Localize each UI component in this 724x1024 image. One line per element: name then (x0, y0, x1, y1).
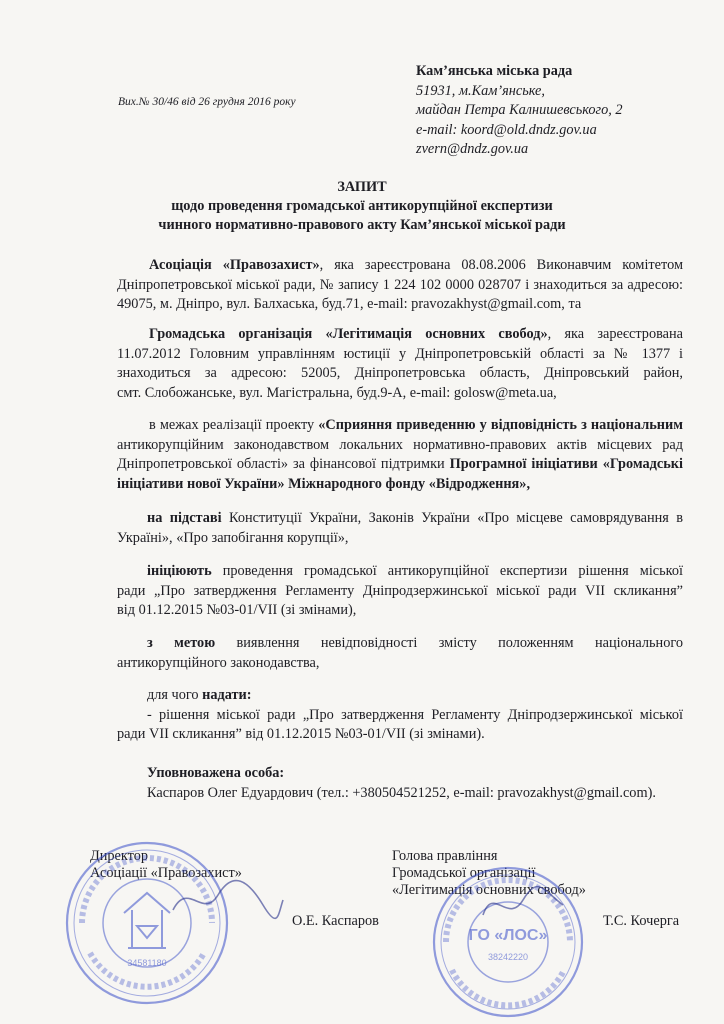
signer-organization: Асоціації «Правозахист» (90, 865, 242, 881)
text-line: , яка зареєстрована 08.08.2006 Виконавчим комітетом (319, 257, 683, 273)
program-name: Програмної ініціативи «Громадські (449, 456, 683, 472)
outgoing-reference: Вих.№ 30/46 від 26 грудня 2016 року (118, 96, 296, 108)
signer-title: Директор (90, 848, 149, 864)
purpose-label-2: метою (174, 635, 216, 651)
text-line: антикорупційного законодавства, (117, 654, 320, 671)
signer-organization: Громадської організації (392, 865, 536, 881)
paragraph-provide (117, 686, 683, 745)
text-line: - рішення міської ради „Про затвердження Регламенту Дніпродзержинської міської (147, 706, 683, 723)
svg-text:ГО «ЛОС»: ГО «ЛОС» (468, 927, 548, 944)
text-line: знаходиться за адресою: 52005, Дніпропетровська область, Дніпровський район, (117, 365, 683, 381)
recipient-line: zvern@dndz.gov.ua (416, 141, 529, 157)
text-line: смт. Слобожанське, вул. Магістральна, буд.9-А, e-mail: golosw@meta.ua, (117, 384, 557, 401)
text-line: Україні», «Про запобігання корупції», (117, 529, 349, 546)
paragraph-purpose (117, 634, 683, 673)
request-heading (0, 178, 724, 235)
text-line: ініціативи нової України» Міжнародного фонду «Відродження», (117, 475, 531, 492)
text-line: Конституції України, Законів України «Про місцеве самоврядування в (221, 510, 683, 526)
svg-text:34581180: 34581180 (127, 958, 167, 968)
text-line: в межах реалізації проекту (149, 417, 319, 433)
purpose-label-1: з (147, 635, 153, 651)
request-title: ЗАПИТ (337, 179, 387, 195)
text-line: ради „Про затвердження Регламенту Дніпродзержинської міської ради VII скликання” (117, 582, 683, 599)
paragraph-project (117, 416, 683, 494)
paragraph-organization (117, 325, 683, 403)
svg-text:38242220: 38242220 (487, 952, 529, 962)
initiate-label: ініціюють (147, 563, 212, 579)
text-line: Дніпропетровської міської ради, № запису 1 224 102 0000 028707 і знаходиться за адресою: (117, 276, 683, 293)
text-line: виявлення невідповідності змісту положенням національного (236, 635, 683, 651)
recipient-line: майдан Петра Калнишевського, 2 (416, 102, 623, 118)
request-subtitle-1: щодо проведення громадської антикорупційної експертизи (171, 198, 553, 214)
authorized-text: Каспаров Олег Едуардович (тел.: +380504521252, e-mail: pravozakhyst@gmail.com). (147, 784, 656, 801)
paragraph-initiate (117, 562, 683, 621)
project-name: «Сприяння приведенню у відповідність з національним (318, 417, 683, 433)
text-line: 49075, м. Дніпро, вул. Балхаська, буд.71, e-mail: pravozakhyst@gmail.com, та (117, 296, 582, 312)
association-name: Асоціація «Правозахист» (149, 257, 320, 273)
recipient-block (416, 62, 623, 160)
signature-scribble-right (478, 880, 568, 930)
recipient-line: e-mail: koord@old.dndz.gov.ua (416, 121, 597, 138)
provide-label: надати: (202, 687, 252, 703)
signer-name-right: Т.С. Кочерга (603, 913, 680, 929)
authorized-person (117, 764, 683, 803)
text-line: Дніпропетровської області» за фінансової підтримки (117, 456, 450, 472)
authorized-label: Уповноважена особа: (147, 765, 285, 781)
signature-scribble-left (168, 870, 288, 930)
text-line: ради VII скликання” від 01.12.2015 №03-01/VII (зі змінами). (117, 726, 485, 742)
signer-organization-name: «Легітимація основних свобод» (392, 882, 586, 898)
request-subtitle-2: чинного нормативно-правового акту Кам’янської міської ради (158, 217, 566, 233)
text-line: проведення громадської антикорупційної експертизи рішення міської (211, 563, 683, 579)
signer-title: Голова правління (392, 848, 498, 864)
text-line: для чого (147, 687, 203, 703)
recipient-name: Кам’янська міська рада (416, 63, 573, 79)
text-line: 11.07.2012 Головним управлінням юстиції у Дніпропетровській області за № 1377 і (117, 345, 683, 362)
paragraph-basis (117, 509, 683, 548)
basis-label: на підставі (147, 510, 222, 526)
paragraph-association (117, 256, 683, 315)
text-line: антикорупційним законодавством локальних нормативно-правових актів місцевих рад (117, 436, 683, 453)
text-line: від 01.12.2015 №03-01/VII (зі змінами), (117, 602, 357, 618)
recipient-line: 51931, м.Кам’янське, (416, 82, 545, 99)
text-line: , яка зареєстрована (547, 326, 683, 342)
organization-name: Громадська організація «Легітимація основних свобод» (149, 326, 548, 342)
signer-name-left: О.Е. Каспаров (292, 913, 379, 929)
